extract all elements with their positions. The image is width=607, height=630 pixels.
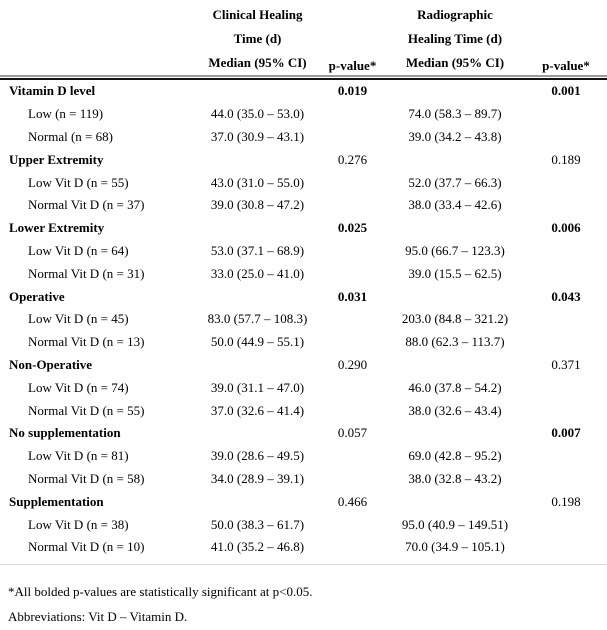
header-clinical-line2: Time (d) [233,31,282,46]
radiographic-median-cell: 38.0 (33.4 – 42.6) [408,197,502,213]
table-row [0,308,607,331]
clinical-median-cell: 37.0 (30.9 – 43.1) [210,128,305,144]
footnotes [0,579,607,629]
radiographic-median-cell: 52.0 (37.7 – 66.3) [408,174,502,190]
radiographic-median-cell: 95.0 (66.7 – 123.3) [405,242,505,258]
clinical-pvalue-cell: 0.025 [337,220,368,236]
row-label: Lower Extremity [9,220,105,236]
clinical-pvalue-cell: 0.276 [337,151,368,167]
table-row [0,194,607,217]
footnote-abbreviations: Abbreviations: Vit D – Vitamin D. [8,608,188,624]
table-bottom-rule [0,564,607,565]
table-row [0,240,607,263]
table-row [0,468,607,491]
clinical-median-cell: 53.0 (37.1 – 68.9) [210,242,305,258]
table-row-group [0,422,607,445]
radiographic-median-cell: 46.0 (37.8 – 54.2) [408,379,502,395]
table-row [0,126,607,149]
clinical-pvalue-cell: 0.019 [337,83,368,99]
table-row [0,399,607,422]
row-label: Low Vit D (n = 81) [28,448,129,464]
row-label: Normal Vit D (n = 10) [28,539,145,555]
header-spacer [0,3,195,75]
table-row [0,331,607,354]
row-label: Low (n = 119) [28,106,104,122]
radiographic-median-cell: 70.0 (34.9 – 105.1) [405,539,505,555]
clinical-median-cell: 39.0 (28.6 – 49.5) [210,448,305,464]
radiographic-pvalue-cell: 0.006 [551,220,581,236]
table-row [0,262,607,285]
clinical-median-cell: 83.0 (57.7 – 108.3) [207,311,308,327]
table-row-group [0,217,607,240]
radiographic-pvalue-cell: 0.001 [551,83,581,99]
radiographic-median-cell: 74.0 (58.3 – 89.7) [408,106,502,122]
radiographic-pvalue-cell: 0.043 [551,288,581,304]
row-label: Normal Vit D (n = 58) [28,470,145,486]
row-label: Normal Vit D (n = 31) [28,265,145,281]
clinical-median-cell: 37.0 (32.6 – 41.4) [210,402,305,418]
table-header [0,0,607,75]
row-label: Low Vit D (n = 38) [28,516,129,532]
header-clinical-healing [195,3,320,75]
table-body [0,80,607,559]
row-label: Vitamin D level [9,83,96,99]
table-row [0,513,607,536]
radiographic-median-cell: 69.0 (42.8 – 95.2) [408,448,502,464]
clinical-median-cell: 44.0 (35.0 – 53.0) [210,106,305,122]
table-row-group [0,80,607,103]
clinical-pvalue-cell: 0.290 [337,356,368,372]
row-label: Normal (n = 68) [28,128,113,144]
table-row-group [0,354,607,377]
clinical-median-cell: 39.0 (31.1 – 47.0) [210,379,305,395]
row-label: Low Vit D (n = 74) [28,379,129,395]
radiographic-pvalue-cell: 0.198 [551,493,581,509]
header-radiographic-line1: Radiographic [417,7,493,22]
row-label: Operative [9,288,65,304]
row-label: No supplementation [9,425,121,441]
clinical-median-cell: 43.0 (31.0 – 55.0) [210,174,305,190]
table-row-group [0,148,607,171]
row-label: Non-Operative [9,356,93,372]
clinical-median-cell: 33.0 (25.0 – 41.0) [210,265,305,281]
header-radiographic-line3: Median (95% CI) [405,55,505,70]
radiographic-median-cell: 38.0 (32.6 – 43.4) [408,402,502,418]
row-label: Low Vit D (n = 64) [28,242,129,258]
clinical-median-cell: 34.0 (28.9 – 39.1) [210,470,305,486]
footnote-significance: *All bolded p-values are statistically significant at p<0.05. [8,583,313,599]
header-clinical-line3: Median (95% CI) [208,55,307,70]
table-row [0,171,607,194]
clinical-median-cell: 41.0 (35.2 – 46.8) [210,539,305,555]
radiographic-median-cell: 38.0 (32.8 – 43.2) [408,470,502,486]
row-label: Supplementation [9,493,104,509]
clinical-pvalue-cell: 0.031 [337,288,368,304]
radiographic-pvalue-cell: 0.371 [551,356,581,372]
table-row [0,536,607,559]
radiographic-median-cell: 39.0 (15.5 – 62.5) [408,265,502,281]
header-pvalue-radiographic: p-value* [542,58,590,73]
radiographic-median-cell: 88.0 (62.3 – 113.7) [405,334,505,350]
table-row [0,103,607,126]
header-radiographic-line2: Healing Time (d) [407,31,503,46]
header-radiographic-healing [385,3,525,75]
row-label: Normal Vit D (n = 13) [28,334,145,350]
radiographic-median-cell: 39.0 (34.2 – 43.8) [408,128,502,144]
table-row-group [0,490,607,513]
table-row [0,376,607,399]
header-pvalue-clinical: p-value* [328,58,377,73]
radiographic-pvalue-cell: 0.189 [551,151,581,167]
row-label: Normal Vit D (n = 37) [28,197,145,213]
row-label: Low Vit D (n = 55) [28,174,129,190]
header-clinical-line1: Clinical Healing [212,7,303,22]
table-row [0,445,607,468]
clinical-pvalue-cell: 0.466 [337,493,368,509]
clinical-median-cell: 50.0 (44.9 – 55.1) [210,334,305,350]
radiographic-median-cell: 95.0 (40.9 – 149.51) [401,516,509,532]
clinical-median-cell: 39.0 (30.8 – 47.2) [210,197,305,213]
clinical-pvalue-cell: 0.057 [337,425,368,441]
radiographic-median-cell: 203.0 (84.8 – 321.2) [401,311,509,327]
row-label: Normal Vit D (n = 55) [28,402,145,418]
table-row-group [0,285,607,308]
row-label: Upper Extremity [9,151,104,167]
radiographic-pvalue-cell: 0.007 [551,425,581,441]
row-label: Low Vit D (n = 45) [28,311,129,327]
clinical-median-cell: 50.0 (38.3 – 61.7) [210,516,305,532]
